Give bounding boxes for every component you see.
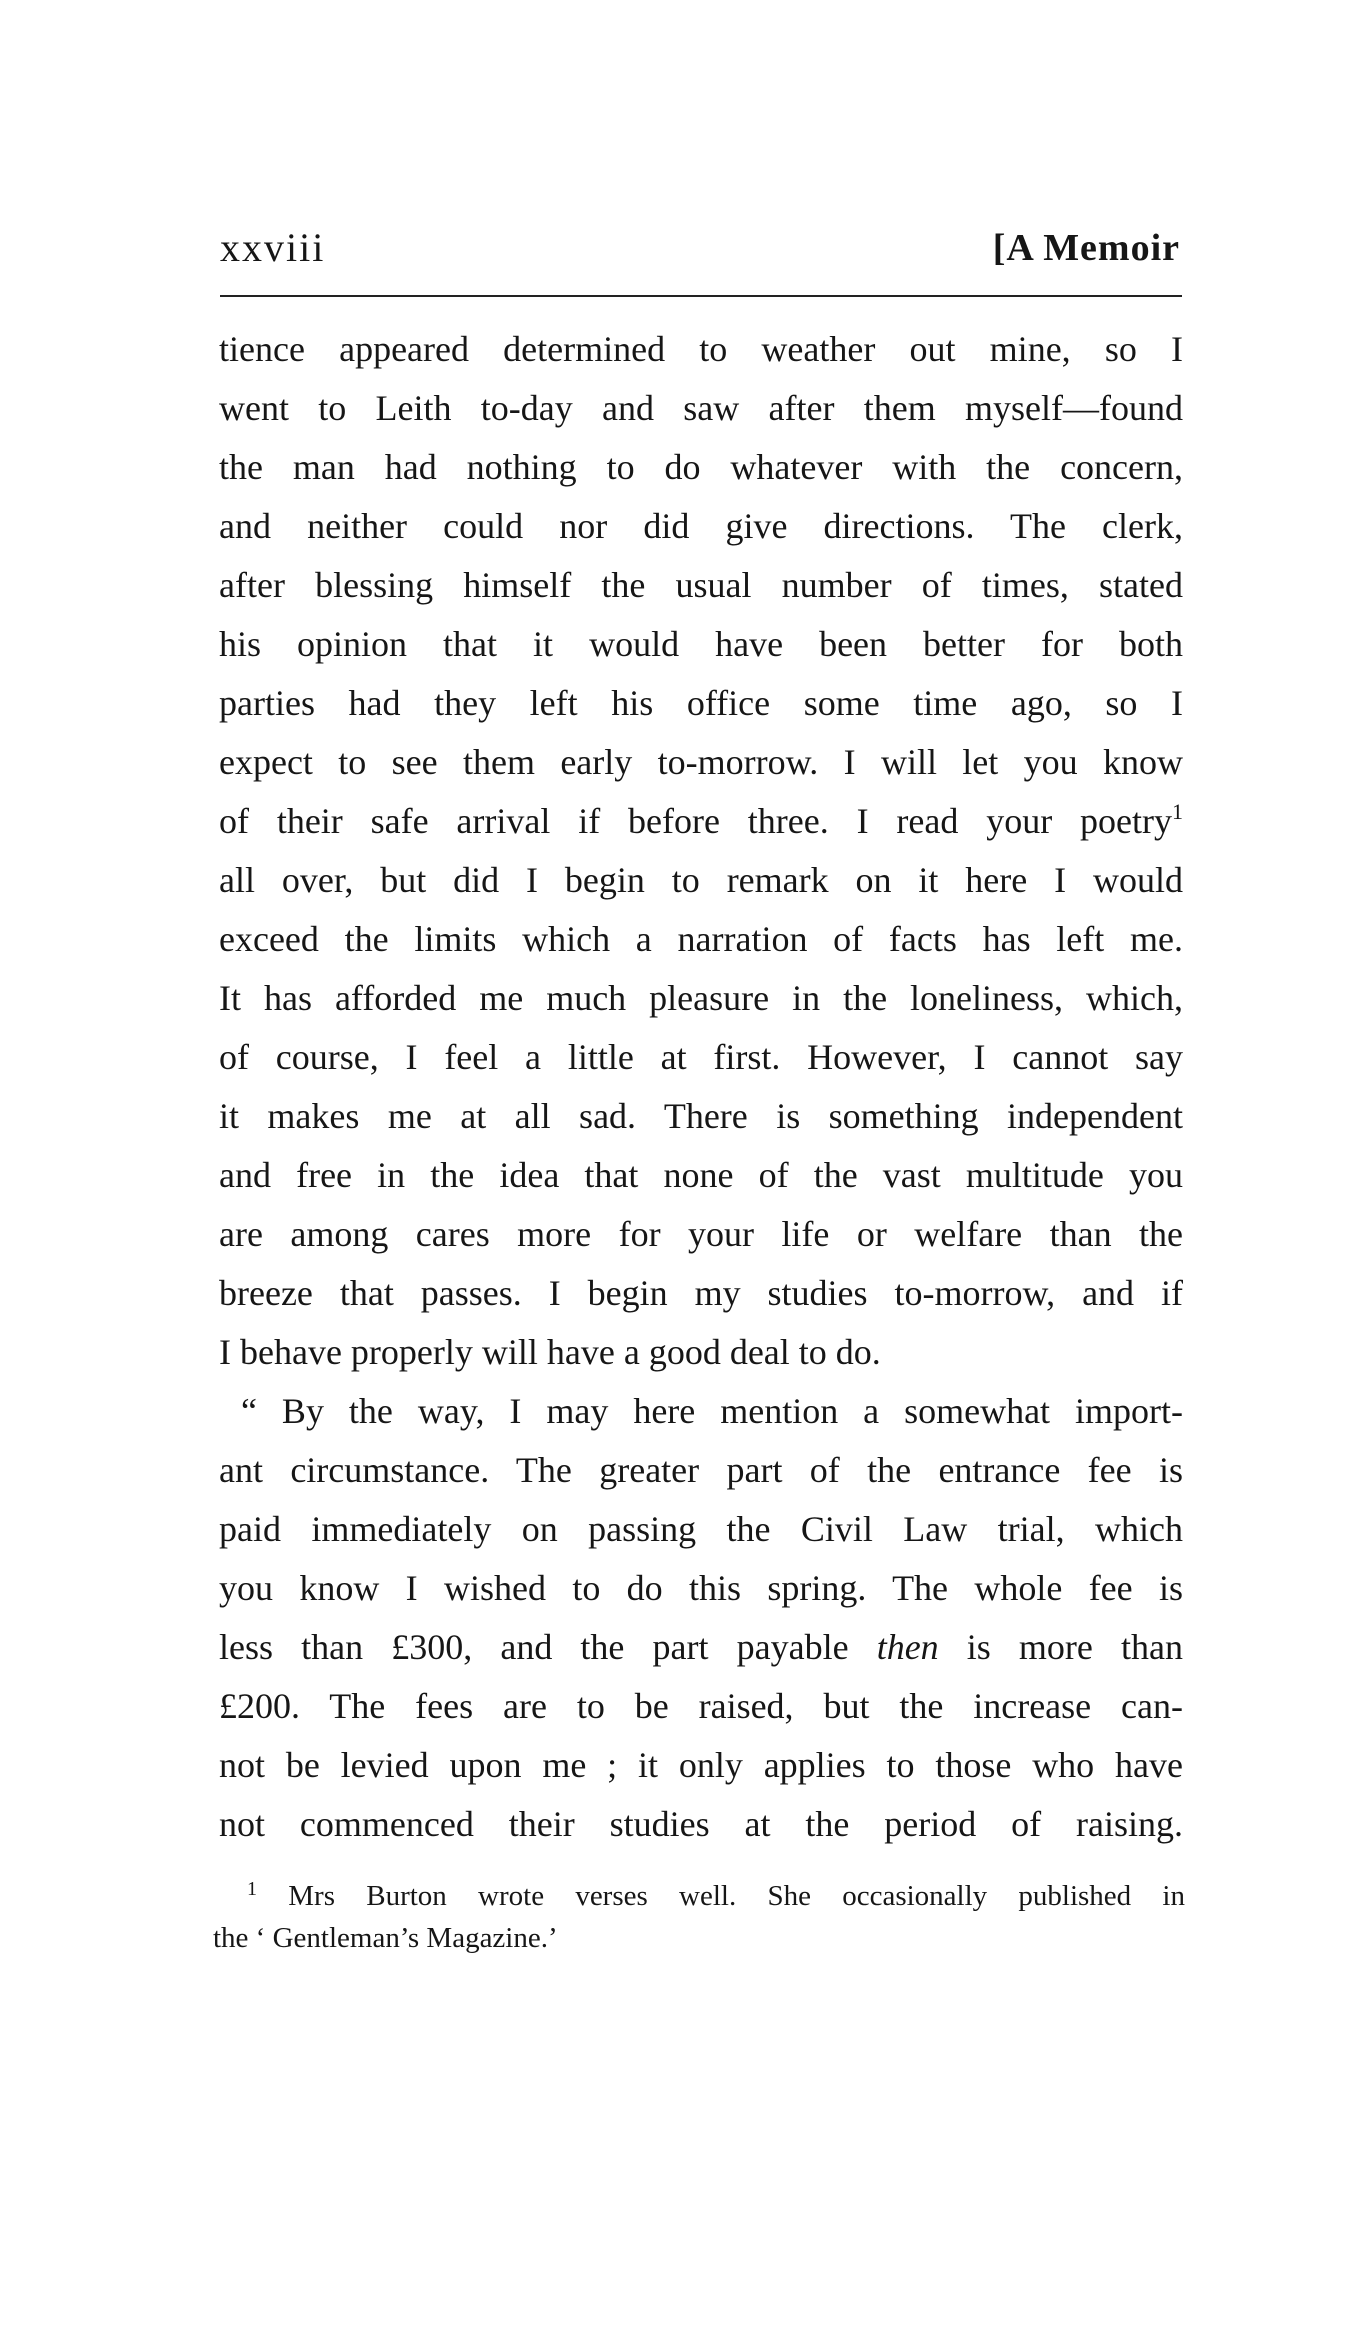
text-line: his opinion that it would have been better for both (219, 624, 1183, 664)
text-line: tience appeared determined to weather out mine, so I (219, 329, 1183, 369)
page-number: xxviii (220, 225, 326, 270)
text-line: are among cares more for your life or welfare than the (219, 1214, 1183, 1254)
text-line: exceed the limits which a narration of facts has left me. (219, 919, 1183, 959)
footnote-line (213, 1875, 1185, 1917)
running-head (220, 218, 1182, 278)
text-line (219, 792, 1183, 851)
header-rule (220, 295, 1182, 297)
text-line: it makes me at all sad. There is something independent (219, 1096, 1183, 1136)
text-line: and free in the idea that none of the vast multitude you (219, 1155, 1183, 1195)
text-line-content: is more than (938, 1627, 1183, 1667)
body-text (219, 320, 1183, 1854)
text-line: It has afforded me much pleasure in the loneliness, which, (219, 978, 1183, 1018)
text-line: and neither could nor did give directions. The clerk, (219, 506, 1183, 546)
footnote (213, 1875, 1185, 1959)
text-line: expect to see them early to-morrow. I will let you know (219, 742, 1183, 782)
text-line: “ By the way, I may here mention a somewhat import- (241, 1391, 1183, 1431)
text-line (219, 1618, 1183, 1677)
footnote-text: Mrs Burton wrote verses well. She occasionally published in (288, 1880, 1185, 1912)
footnote-reference: 1 (1172, 799, 1183, 824)
text-line: the man had nothing to do whatever with the concern, (219, 447, 1183, 487)
text-line: not be levied upon me ; it only applies to those who have (219, 1745, 1183, 1785)
text-line: paid immediately on passing the Civil Law trial, which (219, 1509, 1183, 1549)
text-line: I behave properly will have a good deal to do. (219, 1332, 881, 1372)
italic-word: then (876, 1627, 939, 1667)
text-line: went to Leith to-day and saw after them myself—found (219, 388, 1183, 428)
text-line-content: less than £300, and the part payable (219, 1627, 877, 1667)
text-line: £200. The fees are to be raised, but the increase can- (219, 1686, 1183, 1726)
text-line: after blessing himself the usual number of times, stated (219, 565, 1183, 605)
text-line: breeze that passes. I begin my studies to-morrow, and if (219, 1273, 1183, 1313)
text-line: not commenced their studies at the period of raising. (219, 1804, 1183, 1844)
footnote-line: the ‘ Gentleman’s Magazine.’ (213, 1922, 558, 1954)
text-line: parties had they left his office some time ago, so I (219, 683, 1183, 723)
text-line-content: of their safe arrival if before three. I read your poetry (219, 801, 1172, 841)
text-line: of course, I feel a little at first. However, I cannot say (219, 1037, 1183, 1077)
text-line: ant circumstance. The greater part of the entrance fee is (219, 1450, 1183, 1490)
text-line: all over, but did I begin to remark on it here I would (219, 860, 1183, 900)
footnote-marker: 1 (247, 1878, 257, 1900)
running-title: [A Memoir (992, 227, 1180, 269)
text-line: you know I wished to do this spring. The whole fee is (219, 1568, 1183, 1608)
